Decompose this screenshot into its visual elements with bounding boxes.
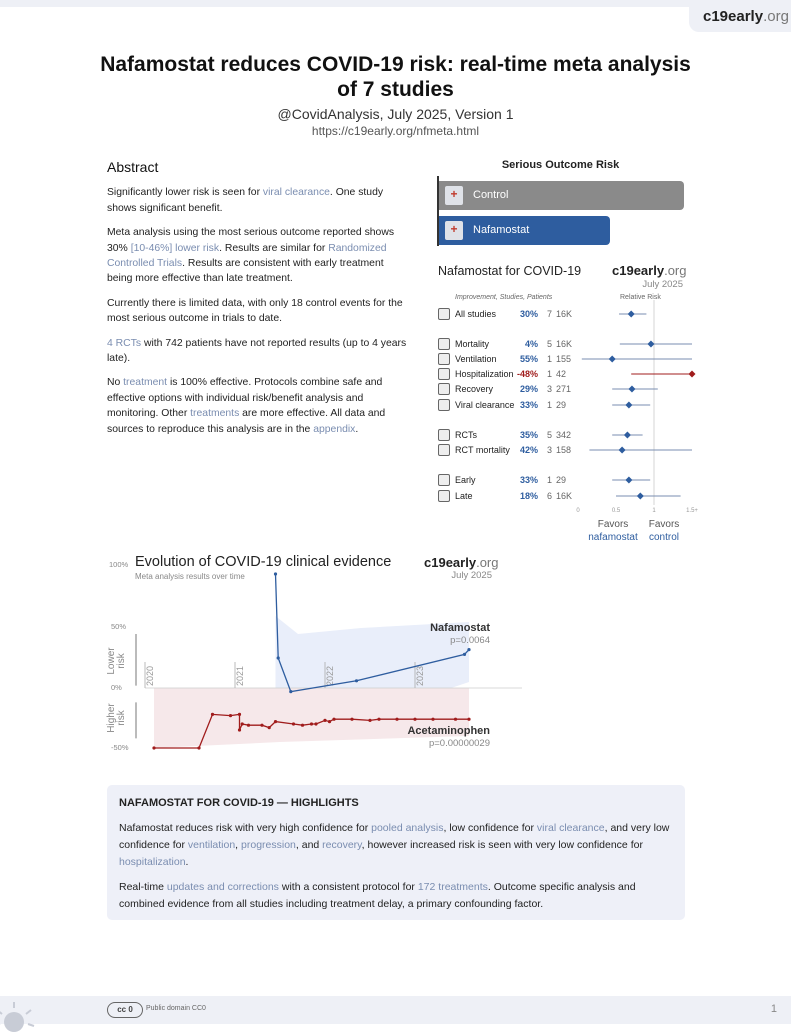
evolution-brand: c19early.org xyxy=(424,555,499,570)
highlights-box xyxy=(107,785,685,920)
forest-row-label: Mortality xyxy=(455,339,490,349)
effect-marker xyxy=(609,356,616,363)
effect-marker xyxy=(624,432,631,439)
license-text: Public domain CC0 xyxy=(146,1005,206,1012)
forest-tick-label: 0 xyxy=(576,508,580,514)
link-updates[interactable]: updates and corrections xyxy=(166,881,279,893)
link-treatments[interactable]: treatments xyxy=(190,408,240,420)
year-label: 2022 xyxy=(325,665,335,686)
forest-tick-label: 0.5 xyxy=(611,508,621,514)
top-bar xyxy=(0,0,791,7)
series-point xyxy=(395,718,398,721)
series-p-nafamostat: p=0.0064 xyxy=(450,635,490,646)
y-tick-100: 100% xyxy=(109,560,129,569)
series-point xyxy=(301,724,304,727)
forest-row-studies: 3 xyxy=(546,445,552,455)
series-point xyxy=(211,713,214,716)
forest-row-pct: 42% xyxy=(519,445,538,455)
abstract-p5: No treatment is 100% effective. Protocols combine safe and effective options with individual risk/benefit analysis and monitoring. Other treatments are more effective. All data and sources to reproduce this analysis are in the appendix. xyxy=(107,377,386,435)
series-point xyxy=(413,718,416,721)
lower-risk-label: Lower risk xyxy=(106,647,127,675)
series-point xyxy=(238,713,241,716)
forest-date: July 2025 xyxy=(642,279,683,290)
series-point xyxy=(238,728,241,731)
favors-control: Favors control xyxy=(648,519,680,543)
link-treatment[interactable]: treatment xyxy=(123,377,168,389)
effect-marker xyxy=(628,311,635,318)
bar-control: + Control xyxy=(439,181,684,210)
forest-brand: c19early.org xyxy=(612,263,687,278)
virus-icon xyxy=(0,996,36,1036)
forest-row-studies: 6 xyxy=(546,491,552,501)
abstract-p1: Significantly lower risk is seen for viral clearance. One study shows significant benefit. xyxy=(107,187,384,214)
effect-marker xyxy=(625,402,632,409)
forest-row-studies: 5 xyxy=(546,339,552,349)
forest-row-studies: 3 xyxy=(546,384,552,394)
link-viral-clearance[interactable]: viral clearance xyxy=(262,187,330,199)
abstract xyxy=(107,160,407,446)
series-point xyxy=(323,719,326,722)
forest-header-left: Improvement, Studies, Patients xyxy=(455,294,553,301)
forest-row-pct: 30% xyxy=(519,309,538,319)
ci-range[interactable]: [10‑46%] xyxy=(130,242,173,254)
forest-row-studies: 1 xyxy=(546,369,552,379)
forest-row-patients: 42 xyxy=(556,369,567,379)
link-pooled-analysis[interactable]: pooled analysis xyxy=(371,822,444,834)
link-rcts[interactable]: Randomized Controlled Trials xyxy=(107,242,387,270)
series-point xyxy=(274,572,277,575)
forest-row-patients: 16K xyxy=(556,339,573,349)
series-point xyxy=(350,718,353,721)
series-point xyxy=(260,724,263,727)
series-point xyxy=(241,722,244,725)
series-point xyxy=(431,718,434,721)
highlights-heading: NAFAMOSTAT FOR COVID-19 — HIGHLIGHTS xyxy=(119,797,359,809)
forest-row-patients: 16K xyxy=(556,309,573,319)
forest-row-pct: -48% xyxy=(516,369,538,379)
forest-row-pct: 33% xyxy=(519,400,538,410)
forest-row-pct: 29% xyxy=(519,384,538,394)
effect-marker xyxy=(628,386,635,393)
forest-row-pct: 33% xyxy=(519,475,538,485)
forest-row-patients: 155 xyxy=(556,354,572,364)
forest-row-pct: 55% xyxy=(519,354,538,364)
y-tick-0: 0% xyxy=(111,683,122,692)
page-number: 1 xyxy=(770,1003,777,1015)
outcome-icon xyxy=(438,474,450,486)
year-label: 2023 xyxy=(415,665,425,686)
forest-title: Nafamostat for COVID-19 xyxy=(438,264,582,278)
outcome-icon xyxy=(438,338,450,350)
link-ventilation[interactable]: ventilation xyxy=(187,839,236,851)
link-lower-risk[interactable]: lower risk xyxy=(175,242,220,254)
link-appendix[interactable]: appendix xyxy=(313,423,356,435)
forest-row-pct: 18% xyxy=(519,491,538,501)
forest-row-pct: 35% xyxy=(519,430,538,440)
site-logo[interactable]: c19early.org xyxy=(689,2,791,32)
effect-marker xyxy=(619,447,626,454)
forest-row-label: Hospitalization xyxy=(455,369,514,379)
effect-marker xyxy=(689,371,696,378)
page-url[interactable]: https://c19early.org/nfmeta.html xyxy=(311,124,480,138)
page-title: Nafamostat reduces COVID-19 risk: real-time meta analysis of 7 studies xyxy=(100,53,691,101)
outcome-icon xyxy=(438,444,450,456)
outcome-icon xyxy=(438,368,450,380)
higher-risk-label: Higher risk xyxy=(106,703,127,733)
cc-license-icon: cc 0 xyxy=(107,1002,143,1018)
link-progression[interactable]: progression xyxy=(241,839,296,851)
serious-outcome-title: Serious Outcome Risk xyxy=(501,159,620,171)
forest-row-label: Late xyxy=(455,491,473,501)
link-172-treatments[interactable]: 172 treatments xyxy=(417,881,488,893)
forest-row-label: RCTs xyxy=(455,430,477,440)
forest-row-pct: 4% xyxy=(524,339,538,349)
link-4-rcts[interactable]: 4 RCTs xyxy=(107,337,142,349)
forest-row-label: RCT mortality xyxy=(455,445,510,455)
forest-row-studies: 1 xyxy=(546,475,552,485)
bar-nafamostat: + Nafamostat xyxy=(439,216,610,245)
hospital-icon xyxy=(445,221,463,240)
series-point xyxy=(467,718,470,721)
evolution-subtitle: Meta analysis results over time xyxy=(135,572,245,581)
forest-row-studies: 5 xyxy=(546,430,552,440)
series-point xyxy=(454,718,457,721)
series-point xyxy=(355,679,358,682)
year-label: 2021 xyxy=(235,665,245,686)
link-viral-clearance-2[interactable]: viral clearance xyxy=(536,822,605,834)
favors-nafamostat: Favors nafamostat xyxy=(588,519,638,543)
y-tick-neg50: -50% xyxy=(111,743,129,752)
forest-row-label: Early xyxy=(455,475,476,485)
series-point xyxy=(467,648,470,651)
series-name-nafamostat: Nafamostat xyxy=(430,622,490,634)
link-recovery[interactable]: recovery xyxy=(322,839,362,851)
effect-marker xyxy=(647,341,654,348)
series-point xyxy=(377,718,380,721)
series-point xyxy=(277,656,280,659)
outcome-icon xyxy=(438,383,450,395)
abstract-p3: Currently there is limited data, with only 18 control events for the most serious outcome in trials to date. xyxy=(107,297,403,325)
link-hospitalization[interactable]: hospitalization xyxy=(119,856,186,868)
series-point xyxy=(292,722,295,725)
evolution-date: July 2025 xyxy=(451,570,492,581)
outcome-icon xyxy=(438,429,450,441)
y-tick-50: 50% xyxy=(111,622,127,631)
forest-tick-label: 1 xyxy=(652,508,656,514)
forest-row-label: Recovery xyxy=(455,384,494,394)
forest-row-patients: 29 xyxy=(556,400,567,410)
abstract-heading: Abstract xyxy=(107,159,159,175)
highlights-p1: Nafamostat reduces risk with very high confidence for pooled analysis, low confidence for viral clearance, and very low confidence for ventilation, progression, and recovery, however increased risk is seen with very low confidence for hospitalization. xyxy=(119,822,670,868)
series-point xyxy=(328,720,331,723)
series-name-acetaminophen: Acetaminophen xyxy=(407,725,490,737)
effect-marker xyxy=(637,493,644,500)
series-point xyxy=(247,724,250,727)
series-point xyxy=(197,746,200,749)
series-point xyxy=(152,746,155,749)
highlights-p2: Real-time updates and corrections with a consistent protocol for 172 treatments. Outcome specific analysis and combined evidence from all studies including treatment delay, a primary confounding factor. xyxy=(119,881,636,910)
forest-tick-label: 1.5+ xyxy=(686,508,698,514)
forest-row-patients: 342 xyxy=(556,430,572,440)
series-point xyxy=(274,720,277,723)
series-point xyxy=(289,690,292,693)
forest-row-patients: 16K xyxy=(556,491,573,501)
forest-row-studies: 1 xyxy=(546,354,552,364)
forest-row-label: Ventilation xyxy=(455,354,497,364)
outcome-icon xyxy=(438,308,450,320)
series-point xyxy=(463,653,466,656)
series-point xyxy=(368,719,371,722)
series-point xyxy=(310,722,313,725)
forest-plot xyxy=(570,300,698,515)
forest-row-patients: 158 xyxy=(556,445,572,455)
forest-row-label: Viral clearance xyxy=(455,400,515,410)
abstract-p4: 4 RCTs with 742 patients have not reported results (up to 4 years late). xyxy=(107,337,407,365)
outcome-icon xyxy=(438,399,450,411)
byline: @CovidAnalysis, July 2025, Version 1 xyxy=(277,106,514,122)
series-point xyxy=(229,714,232,717)
forest-row-studies: 7 xyxy=(546,309,552,319)
series-p-acetaminophen: p=0.00000029 xyxy=(428,738,490,749)
series-point xyxy=(314,722,317,725)
outcome-icon xyxy=(438,490,450,502)
forest-row-patients: 29 xyxy=(556,475,567,485)
effect-marker xyxy=(625,477,632,484)
abstract-p2: Meta analysis using the most serious outcome reported shows 30% [10‑46%] lower risk. Results are similar for Randomized Controlled Trials. Results are consistent with early treatment being more effective than late treatment. xyxy=(107,227,395,285)
forest-row-studies: 1 xyxy=(546,400,552,410)
forest-header-right: Relative Risk xyxy=(620,294,661,301)
outcome-icon xyxy=(438,353,450,365)
series-point xyxy=(332,718,335,721)
forest-row-patients: 271 xyxy=(556,384,572,394)
year-label: 2020 xyxy=(145,665,155,686)
forest-row-label: All studies xyxy=(455,309,497,319)
series-point xyxy=(268,726,271,729)
hospital-icon xyxy=(445,186,463,205)
evolution-title: Evolution of COVID-19 clinical evidence xyxy=(135,554,392,570)
